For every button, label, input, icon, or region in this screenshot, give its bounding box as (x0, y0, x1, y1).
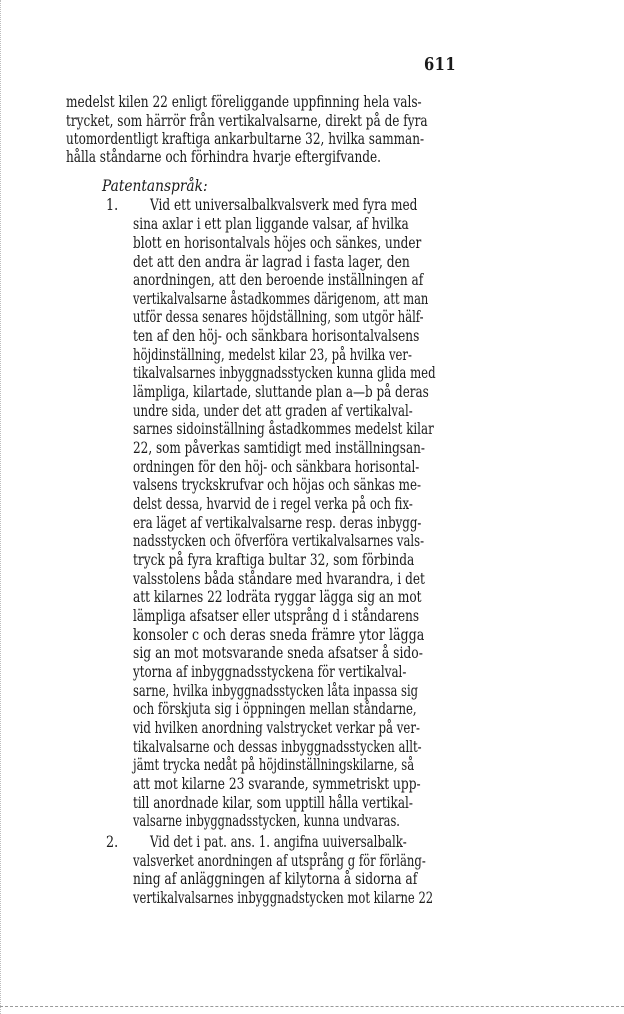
claim-line: ytorna af inbyggnadsstyckena för vertikalval- (133, 663, 407, 681)
claim-line: 22, som påverkas samtidigt med inställningsan- (133, 439, 426, 457)
claim-line: valsarne inbyggnadsstycken, kunna undvaras. (133, 812, 400, 830)
claim-line: Vid ett universalbalkvalsverk med fyra med (150, 196, 418, 214)
claim-line: att kilarnes 22 lodräta ryggar lägga sig an mot (133, 588, 422, 606)
claim-line: delst dessa, hvarvid de i regel verka på och fix- (133, 495, 413, 513)
page-number: 611 (424, 54, 457, 75)
claim-line: ordningen för den höj- och sänkbara horisontal- (133, 458, 420, 476)
claim-line: undre sida, under det att graden af vertikalval- (133, 402, 413, 420)
claim-line: sarnes sidoinställning åstadkommes medelst kilar (133, 420, 434, 438)
claim-line: valsens tryckskrufvar och höjas och sänkas me- (133, 476, 422, 494)
claim-line: det att den andra är lagrad i fasta lager, den (133, 253, 410, 271)
claim-line: valsverket anordningen af utsprång g för förläng- (133, 852, 426, 870)
claim-line: tryck på fyra kraftiga bultar 32, som förbinda (133, 551, 415, 569)
claim-line: ning af anläggningen af kilytorna å sidorna af (133, 870, 418, 888)
claim-line: höjdinställning, medelst kilar 23, på hvilka ver- (133, 346, 412, 364)
claim-line: anordningen, att den beroende inställningen af (133, 271, 424, 289)
claim-line: valsstolens båda ståndare med hvarandra, i det (133, 570, 425, 588)
claim-line: Vid det i pat. ans. 1. angifna uuiversalbalk- (150, 833, 407, 851)
claim-line: vid hvilken anordning valstrycket verkar på ver- (133, 719, 420, 737)
claim-line: sarne, hvilka inbyggnadsstycken låta inpassa sig (133, 682, 419, 700)
claim-line: tikalvalsarne och dessas inbyggnadsstycken allt- (133, 738, 422, 756)
claim-line: tikalvalsarnes inbyggnadsstycken kunna glida med (133, 364, 436, 382)
claim-line: sig an mot motsvarande sneda afsatser å sido- (133, 644, 423, 662)
intro-line: medelst kilen 22 enligt föreliggande uppfinning hela vals- (66, 93, 422, 111)
claim-line: och förskjuta sig i öppningen mellan ståndarne, (133, 700, 417, 718)
claims-heading: Patentanspråk: (102, 176, 208, 195)
claim-number: 1. (106, 196, 119, 214)
claim-line: sina axlar i ett plan liggande valsar, af hvilka (133, 215, 409, 233)
claim-line: nadsstycken och öfverföra vertikalvalsarnes vals- (133, 532, 425, 550)
scan-bottom-edge (0, 1006, 624, 1007)
claim-line: att mot kilarne 23 svarande, symmetriskt upp- (133, 775, 421, 793)
claim-line: ten af den höj- och sänkbara horisontalvalsens (133, 327, 420, 345)
intro-line: hålla ståndarne och förhindra hvarje eftergifvande. (66, 148, 381, 166)
claim-line: lämpliga, kilartade, sluttande plan a—b på deras (133, 383, 429, 401)
scan-left-edge (0, 0, 2, 1014)
claim-line: utför dessa senares höjdställning, som utgör hälf- (133, 308, 424, 326)
claim-number: 2. (106, 833, 119, 851)
claim-line: jämt trycka nedåt på höjdinställningskilarne, så (133, 756, 415, 774)
claim-line: vertikalvalsarnes inbyggnadstycken mot kilarne 22 (133, 889, 434, 907)
claim-line: konsoler c och deras sneda främre ytor lägga (133, 626, 425, 644)
claim-line: era läget af vertikalvalsarne resp. deras inbygg- (133, 514, 422, 532)
claim-line: lämpliga afsatser eller utsprång d i ståndarens (133, 607, 420, 625)
claim-line: blott en horisontalvals höjes och sänkes, under (133, 234, 422, 252)
claim-line: vertikalvalsarne åstadkommes därigenom, att man (133, 290, 429, 308)
intro-line: utomordentligt kraftiga ankarbultarne 32, hvilka samman- (66, 130, 425, 148)
claim-line: till anordnade kilar, som upptill hålla vertikal- (133, 794, 413, 812)
intro-line: trycket, som härrör från vertikalvalsarne, direkt på de fyra (66, 112, 428, 130)
